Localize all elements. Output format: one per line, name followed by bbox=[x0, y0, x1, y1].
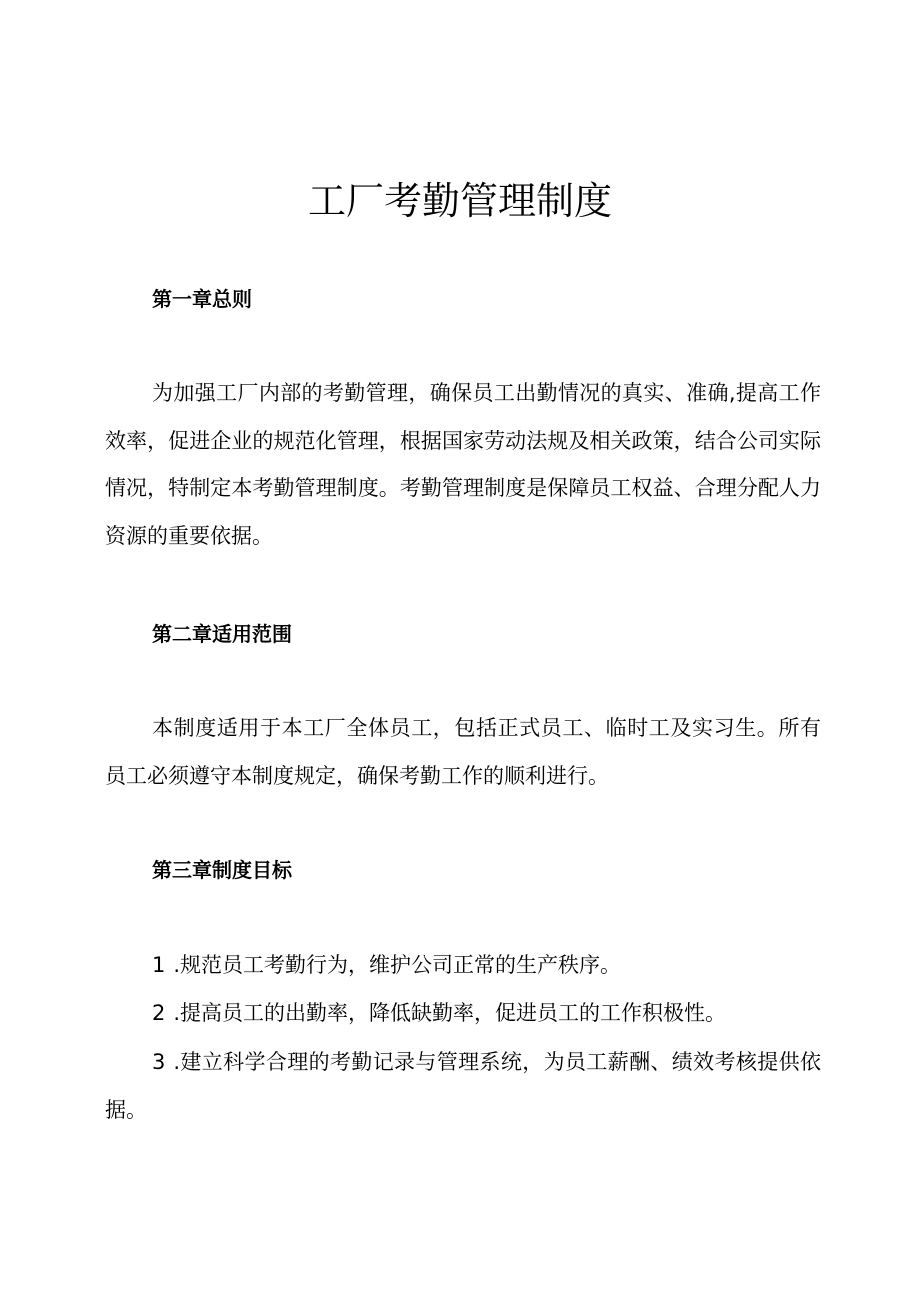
list-item bbox=[105, 942, 821, 990]
document-title: 工厂考勤管理制度 bbox=[307, 179, 612, 223]
list-item-number: 1 bbox=[152, 953, 166, 977]
list-item-text: .建立科学合理的考勤记录与管理系统，为员工薪酬、绩效考核提供依据。 bbox=[105, 1050, 821, 1122]
chapter-1-heading: 第一章总则 bbox=[152, 287, 252, 311]
list-item bbox=[105, 1039, 821, 1134]
list-item-text: .提高员工的出勤率，降低缺勤率，促进员工的工作积极性。 bbox=[173, 1001, 727, 1025]
list-item-number: 3 bbox=[152, 1050, 166, 1074]
chapter-2-paragraph: 本制度适用于本工厂全体员工，包括正式员工、临时工及实习生。所有员工必须遵守本制度规定，确保考勤工作的顺利进行。 bbox=[105, 716, 821, 788]
chapter-2-heading: 第二章适用范围 bbox=[152, 622, 292, 646]
chapter-3-heading: 第三章制度目标 bbox=[152, 858, 292, 882]
list-item-text: .规范员工考勤行为，维护公司正常的生产秩序。 bbox=[173, 953, 622, 977]
list-item bbox=[105, 990, 821, 1038]
chapter-1-paragraph: 为加强工厂内部的考勤管理，确保员工出勤情况的真实、准确,提高工作效率，促进企业的规范化管理，根据国家劳动法规及相关政策，结合公司实际情况，特制定本考勤管理制度。考勤管理制度是保障员工权益、合理分配人力资源的重要依据。 bbox=[105, 381, 821, 548]
list-item-number: 2 bbox=[152, 1001, 166, 1025]
